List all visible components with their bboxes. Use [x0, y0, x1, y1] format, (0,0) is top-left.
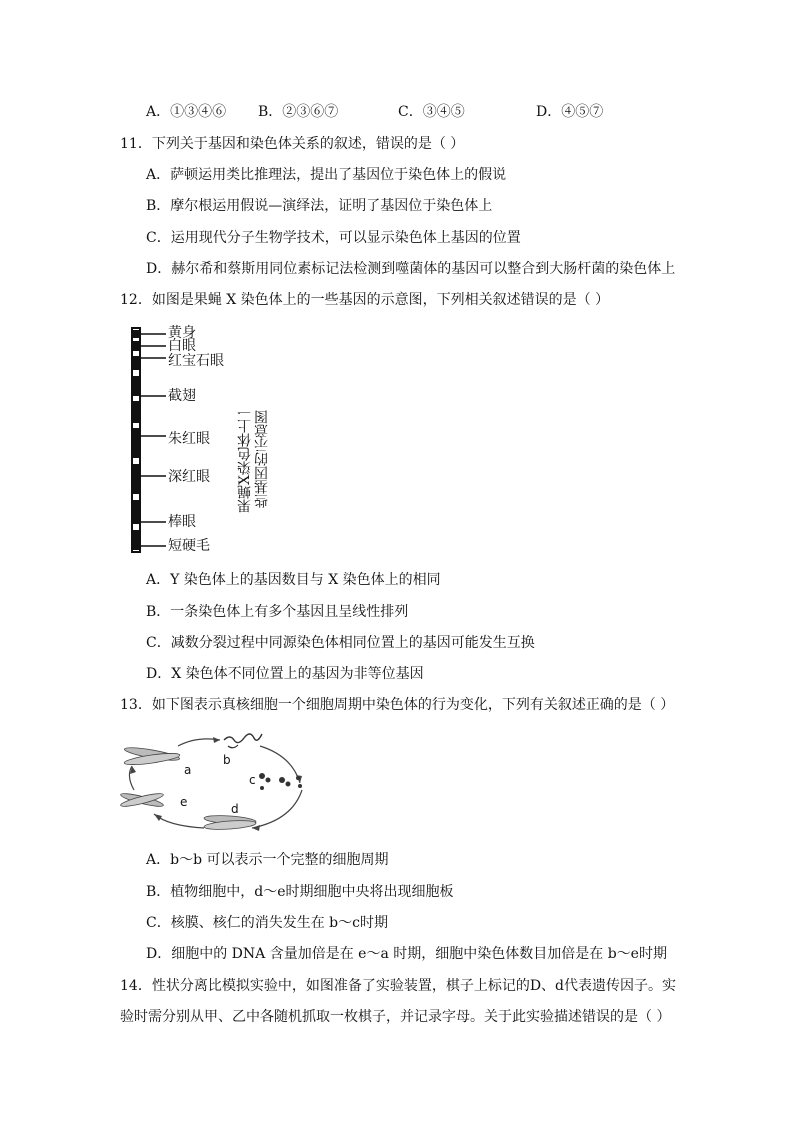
gene-label-white-eye: 白眼 [168, 338, 196, 354]
gene-label-cut-wing: 截翅 [168, 388, 196, 404]
q11-stem: 11．下列关于基因和染色体关系的叙述，错误的是（ ） [120, 136, 465, 152]
q11-option-d: D．赫尔希和蔡斯用同位素标记法检测到噬菌体的基因可以整合到大肠杆菌的染色体上 [146, 261, 676, 277]
q10-option-b: B．②③⑥⑦ [258, 104, 339, 120]
gene-label-short-bristle: 短硬毛 [168, 538, 210, 554]
stage-label-d: d [231, 802, 239, 816]
stage-label-a: a [184, 763, 192, 777]
q13-option-b: B．植物细胞中，d～e时期细胞中央将出现细胞板 [146, 884, 454, 900]
figure-caption-line-1: 果蝇X染色体上一 [237, 405, 253, 513]
stage-label-b: b [223, 753, 231, 767]
q13-option-d: D．细胞中的 DNA 含量加倍是在 e～a 时期，细胞中染色体数目加倍是在 b～e时期 [146, 946, 667, 962]
q13-option-c: C．核膜、核仁的消失发生在 b～c时期 [146, 915, 388, 931]
q10-option-d: D．④⑤⑦ [536, 104, 604, 120]
gene-label-vermilion-eye: 朱红眼 [168, 431, 210, 447]
q12-option-d: D．X 染色体不同位置上的基因为非等位基因 [146, 666, 424, 682]
figure-caption-line-2: 些基因的示意图 [254, 410, 270, 508]
cell-cycle-diagram [112, 728, 322, 838]
gene-label-ruby-eye: 红宝石眼 [168, 353, 224, 369]
q14-stem-line-2: 验时需分别从甲、乙中各随机抓取一枚棋子，并记录字母。关于此实验描述错误的是（ ） [120, 1009, 671, 1025]
q13-option-a: A．b～b 可以表示一个完整的细胞周期 [146, 852, 389, 868]
stage-label-c: c [249, 773, 256, 787]
q11-option-a: A．萨顿运用类比推理法，提出了基因位于染色体上的假说 [146, 167, 507, 183]
q14-stem-line-1: 14．性状分离比模拟实验中，如图准备了实验装置，棋子上标记的D、d代表遗传因子。实 [120, 978, 676, 994]
gene-label-yellow-body: 黄身 [168, 325, 196, 341]
q10-option-a: A．①③④⑥ [146, 104, 227, 120]
q10-option-c: C．③④⑤ [398, 104, 465, 120]
q12-option-a: A．Y 染色体上的基因数目与 X 染色体上的相同 [146, 572, 441, 588]
gene-label-carmine-eye: 深红眼 [168, 469, 210, 485]
q11-option-b: B．摩尔根运用假说—演绎法，证明了基因位于染色体上 [146, 198, 493, 214]
q12-option-b: B．一条染色体上有多个基因且呈线性排列 [146, 604, 409, 620]
gene-label-bar-eye: 棒眼 [168, 514, 196, 530]
x-chromosome-diagram [128, 326, 168, 556]
q12-stem: 12．如图是果蝇 X 染色体上的一些基因的示意图，下列相关叙述错误的是（ ） [120, 292, 610, 308]
q13-stem: 13．如下图表示真核细胞一个细胞周期中染色体的行为变化，下列有关叙述正确的是（ ） [120, 697, 675, 713]
q12-option-c: C．减数分裂过程中同源染色体相同位置上的基因可能发生互换 [146, 635, 535, 651]
stage-label-e: e [180, 795, 188, 809]
q11-option-c: C．运用现代分子生物学技术，可以显示染色体上基因的位置 [146, 230, 521, 246]
